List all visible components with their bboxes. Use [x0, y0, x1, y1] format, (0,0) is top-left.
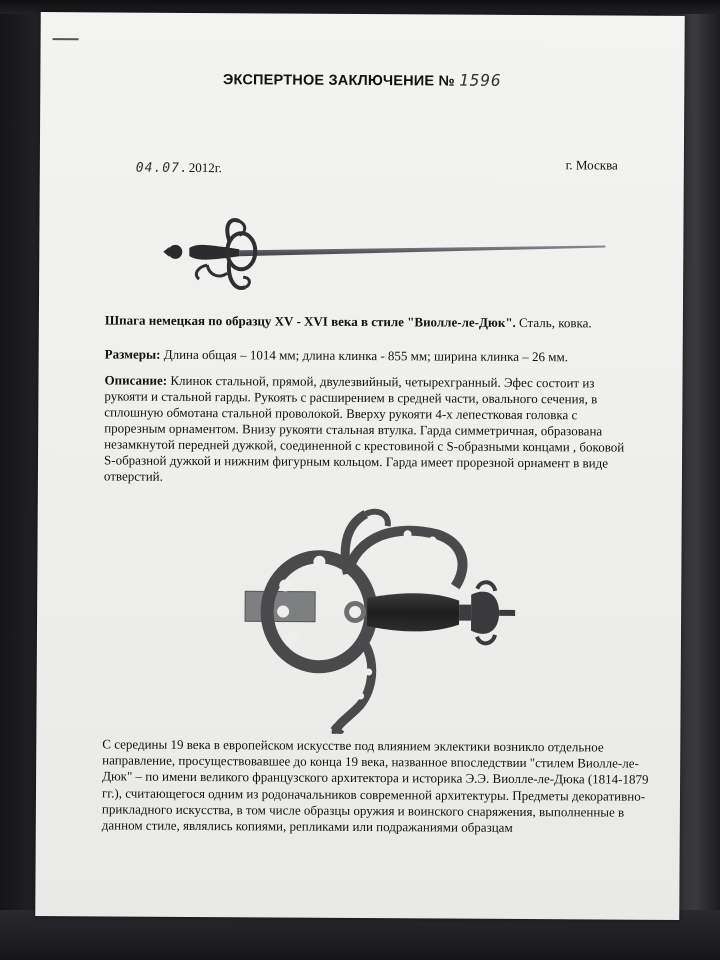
hilt-closeup-photo — [236, 493, 527, 735]
description — [104, 372, 635, 487]
item-name-rest: Сталь, ковка. — [515, 314, 592, 331]
date-year: 2012г. — [188, 159, 222, 176]
document-date — [136, 160, 222, 177]
dimensions-text: Длина общая – 1014 мм; длина клинка - 855 мм; ширина клинка – 26 мм. — [160, 346, 569, 365]
description-text: Клинок стальной, прямой, двулезвийный, четырехгранный. Эфес состоит из рукояти и стальной гарды. Рукоять с расширением в средней части, овального сечения, в сплошную обмотана стальной проволокой. Вверху рукояти 4-х лепестковая головка с прорезным орнаментом. Внизу рукояти стальная втулка. Гарда симметричная, образована незамкнутой передней дужкой, соединенной с крестовиной с S-образными концами , боковой S-образной дужкой и нижним фигурным кольцом. Гарда имеет прорезной орнамент в виде отверстий. — [103, 372, 625, 484]
description-label: Описание: — [104, 372, 168, 388]
item-name-bold: Шпага немецкая по образцу XV - XVI века в стиле "Виолле-ле-Дюк". — [104, 312, 516, 330]
dimensions — [105, 346, 645, 365]
handwritten-date: 04.07. — [135, 160, 189, 176]
item-name — [105, 312, 645, 331]
history-paragraph: С середины 19 века в европейском искусстве под влиянием эклектики возникло отдельное направление, просуществовавшее до конца 19 века, названное впоследствии "стилем Виолле-ле-Дюк" – по имени великого французского архитектора и историка Э.Э. Виолле-ле-Дюка (1814-1879 гг.), считающегося одним из родоначальников современной архитектуры. Предметы декоративно-прикладного искусства, в том числе образцы оружия и воинского снаряжения, выполненные в данном стиле, являлись копиями, репликами или подражаниями образцам — [101, 736, 649, 835]
document-city: г. Москва — [565, 157, 618, 173]
dimensions-label: Размеры: — [104, 346, 161, 362]
pen-mark — [53, 38, 79, 40]
title-text: ЭКСПЕРТНОЕ ЗАКЛЮЧЕНИЕ № — [222, 72, 455, 90]
document-page — [35, 12, 685, 920]
document-title — [40, 68, 684, 91]
sword-photo — [127, 203, 608, 306]
handwritten-number: 1596 — [459, 70, 502, 90]
